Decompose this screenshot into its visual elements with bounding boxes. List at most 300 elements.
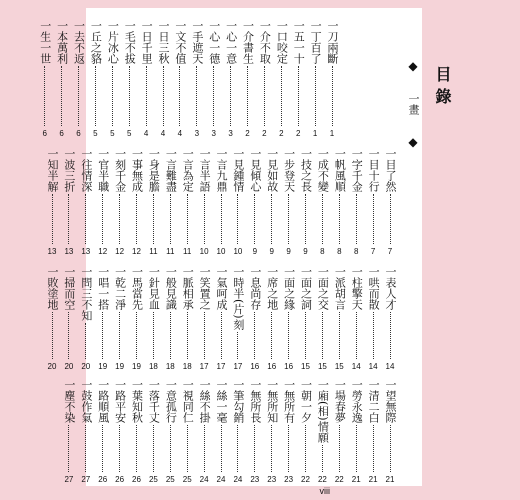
- toc-entry[interactable]: [147, 148, 159, 256]
- entry-text: 一落千丈: [147, 379, 161, 423]
- dot-leader: [237, 425, 238, 472]
- entry-page-number: 17: [233, 362, 243, 371]
- entry-text: 一見鍾情: [231, 148, 245, 192]
- entry-page-number: 3: [211, 129, 216, 138]
- entry-page-number: 4: [177, 129, 183, 138]
- dot-leader: [68, 312, 69, 359]
- entry-page-number: 22: [301, 475, 310, 484]
- toc-entry[interactable]: [164, 148, 176, 256]
- entry-page-number: 4: [160, 129, 166, 138]
- dot-leader: [61, 66, 62, 126]
- toc-entry[interactable]: [283, 266, 295, 371]
- dot-leader: [129, 66, 130, 126]
- entry-page-number: 2: [279, 129, 284, 138]
- entry-text: 一介書生: [241, 20, 255, 64]
- dot-leader: [339, 425, 340, 472]
- entry-text: 一問三不知: [79, 266, 93, 321]
- dot-leader: [179, 66, 180, 126]
- dot-leader: [204, 312, 205, 359]
- dot-leader: [170, 425, 171, 472]
- entry-text: 一目十行: [367, 148, 381, 192]
- toc-entry[interactable]: [80, 266, 92, 371]
- entry-page-number: 25: [148, 475, 158, 484]
- entry-text: 一知半解: [46, 148, 59, 192]
- entry-text: 一哄而散: [367, 266, 381, 310]
- entry-text: 一視同仁: [181, 379, 195, 423]
- toc-entry[interactable]: [316, 148, 328, 256]
- dot-leader: [112, 66, 113, 126]
- dot-leader: [230, 66, 231, 126]
- toc-entry[interactable]: [316, 266, 328, 371]
- entry-text: 一廂(相)情願: [316, 379, 330, 443]
- entry-page-number: 14: [368, 362, 378, 371]
- toc-entry[interactable]: [232, 266, 244, 371]
- entry-text: 一面之交: [316, 266, 330, 310]
- entry-text: 一絲不掛: [198, 379, 212, 423]
- entry-text: 一息尚存: [248, 266, 262, 310]
- dot-leader: [170, 312, 171, 359]
- entry-text: 一五一十: [292, 20, 306, 64]
- entry-page-number: 10: [233, 247, 243, 256]
- entry-page-number: 24: [216, 475, 226, 484]
- toc-entry[interactable]: [333, 379, 345, 484]
- entry-page-number: 3: [228, 129, 233, 138]
- entry-text: 一言九鼎: [215, 148, 228, 192]
- entry-page-number: 24: [233, 475, 243, 484]
- dot-leader: [163, 66, 164, 126]
- entry-page-number: 26: [132, 475, 141, 484]
- toc-entry[interactable]: [384, 148, 396, 256]
- toc-entry[interactable]: [56, 20, 68, 138]
- entry-page-number: 2: [245, 129, 250, 138]
- dot-leader: [305, 312, 306, 359]
- entry-text: 一表人才: [384, 266, 397, 310]
- toc-entry[interactable]: [384, 379, 396, 484]
- toc-entry[interactable]: [367, 266, 379, 371]
- entry-page-number: 11: [149, 247, 158, 256]
- toc-entry[interactable]: [123, 20, 135, 138]
- entry-text: 一見如故: [265, 148, 279, 192]
- entry-page-number: 5: [110, 129, 115, 138]
- entry-text: 一技之長: [299, 148, 313, 192]
- entry-page-number: 27: [64, 475, 74, 484]
- entry-text: 一面之緣: [282, 266, 296, 310]
- dot-leader: [356, 425, 357, 472]
- entry-page-number: 9: [252, 247, 258, 256]
- entry-page-number: 21: [385, 475, 395, 484]
- entry-text: 一手遮天: [190, 20, 204, 64]
- dot-leader: [390, 194, 391, 244]
- entry-page-number: 7: [370, 247, 376, 256]
- dot-leader: [373, 425, 374, 472]
- entry-text: 一望無際: [384, 379, 397, 423]
- toc-entry[interactable]: [333, 148, 345, 256]
- toc-entry[interactable]: [242, 20, 254, 138]
- entry-page-number: 9: [269, 247, 274, 256]
- entry-text: 一針見血: [147, 266, 161, 310]
- entry-text: 一勞永逸: [350, 379, 364, 423]
- entry-text: 一清二白: [367, 379, 381, 423]
- entry-page-number: 19: [132, 362, 141, 371]
- dot-leader: [221, 312, 222, 359]
- entry-text: 一見傾心: [248, 148, 262, 192]
- dot-leader: [221, 194, 222, 244]
- entry-page-number: 14: [385, 362, 395, 371]
- toc-entry[interactable]: [350, 148, 362, 256]
- toc-entry[interactable]: [147, 266, 159, 371]
- entry-text: 一官半職: [96, 148, 110, 192]
- toc-entry[interactable]: [215, 148, 227, 256]
- toc-entry[interactable]: [39, 20, 51, 138]
- entry-page-number: 4: [143, 129, 149, 138]
- entry-text: 一日千里: [140, 20, 154, 64]
- toc-entry[interactable]: [46, 266, 58, 371]
- dot-leader: [281, 66, 282, 126]
- entry-text: 一場春夢: [333, 379, 347, 423]
- toc-entry[interactable]: [131, 379, 143, 484]
- dot-leader: [339, 194, 340, 244]
- dot-leader: [196, 66, 197, 126]
- entry-text: 一唱一搭: [96, 266, 110, 310]
- entry-page-number: 12: [98, 247, 108, 256]
- toc-entry[interactable]: [208, 20, 220, 138]
- toc-entry[interactable]: [326, 20, 338, 138]
- toc-entry[interactable]: [198, 148, 210, 256]
- entry-text: 一去不返: [72, 20, 86, 64]
- entry-text: 一波三折: [62, 148, 76, 192]
- entry-page-number: 25: [182, 475, 192, 484]
- dot-leader: [332, 66, 333, 126]
- dot-leader: [187, 312, 188, 359]
- entry-page-number: 22: [317, 475, 327, 484]
- entry-text: 一介不取: [258, 20, 272, 64]
- toc-entry[interactable]: [300, 266, 312, 371]
- entry-page-number: 8: [320, 247, 325, 256]
- entry-page-number: 15: [301, 362, 310, 371]
- toc-entry[interactable]: [63, 266, 75, 371]
- dot-leader: [271, 312, 272, 359]
- toc-entry[interactable]: [63, 379, 75, 484]
- entry-page-number: 19: [115, 362, 125, 371]
- entry-page-number: 10: [199, 247, 209, 256]
- entry-text: 一本萬利: [55, 20, 69, 64]
- entry-page-number: 6: [76, 129, 81, 138]
- toc-entry[interactable]: [131, 148, 143, 256]
- dot-leader: [52, 312, 53, 359]
- entry-text: 一片冰心: [106, 20, 120, 64]
- entry-text: 一口咬定: [275, 20, 289, 64]
- entry-text: 一生一世: [38, 20, 52, 64]
- entry-page-number: 12: [115, 247, 125, 256]
- entry-text: 一毛不拔: [123, 20, 137, 64]
- entry-page-number: 10: [216, 247, 226, 256]
- toc-entry[interactable]: [249, 379, 261, 484]
- dot-leader: [213, 66, 214, 126]
- dot-leader: [136, 312, 137, 359]
- toc-entry[interactable]: [367, 379, 379, 484]
- entry-page-number: 13: [47, 247, 57, 256]
- entry-text: 一氣呵成: [215, 266, 228, 310]
- dot-leader: [271, 425, 272, 472]
- dot-leader: [390, 425, 391, 472]
- entry-text: 一文不值: [173, 20, 187, 64]
- entry-page-number: 18: [148, 362, 158, 371]
- entry-text: 一笑置之: [198, 266, 212, 310]
- toc-entry[interactable]: [316, 379, 328, 484]
- toc-entry[interactable]: [191, 20, 203, 138]
- toc-entry[interactable]: [258, 20, 270, 138]
- dot-leader: [339, 312, 340, 359]
- entry-text: 一帆風順: [333, 148, 347, 192]
- dot-leader: [322, 194, 323, 244]
- entry-text: 一絲一毫: [215, 379, 228, 423]
- entry-text: 一心一德: [207, 20, 221, 64]
- toc-entry[interactable]: [89, 20, 101, 138]
- toc-entry[interactable]: [300, 379, 312, 484]
- dot-leader: [322, 445, 323, 472]
- entry-page-number: 18: [165, 362, 175, 371]
- entry-text: 一朝一夕: [299, 379, 313, 423]
- toc-entry[interactable]: [114, 266, 126, 371]
- toc-entry[interactable]: [46, 148, 58, 256]
- entry-page-number: 9: [303, 247, 308, 256]
- dot-leader: [288, 194, 289, 244]
- entry-text: 一馬當先: [130, 266, 144, 310]
- entry-page-number: 15: [317, 362, 327, 371]
- dot-leader: [68, 425, 69, 472]
- toc-entry[interactable]: [283, 379, 295, 484]
- toc-entry[interactable]: [63, 148, 75, 256]
- toc-entry[interactable]: [114, 379, 126, 484]
- dot-leader: [44, 66, 45, 126]
- entry-page-number: 5: [93, 129, 98, 138]
- toc-entry[interactable]: [225, 20, 237, 138]
- entry-text: 一無所長: [248, 379, 262, 423]
- entry-page-number: 26: [115, 475, 125, 484]
- toc-entry[interactable]: [181, 148, 193, 256]
- toc-entry[interactable]: [232, 148, 244, 256]
- dot-leader: [254, 312, 255, 359]
- entry-page-number: 19: [98, 362, 108, 371]
- dot-leader: [298, 66, 299, 126]
- toc-entry[interactable]: [114, 148, 126, 256]
- entry-text: 一派胡言: [333, 266, 347, 310]
- entry-text: 一成不變: [316, 148, 330, 192]
- toc-page: [38, 8, 452, 496]
- toc-entry[interactable]: [367, 148, 379, 256]
- entry-text: 一意孤行: [164, 379, 178, 423]
- toc-entry[interactable]: [147, 379, 159, 484]
- dot-leader: [102, 425, 103, 472]
- entry-page-number: 21: [368, 475, 378, 484]
- toc-entry[interactable]: [333, 266, 345, 371]
- entry-page-number: 15: [334, 362, 344, 371]
- dot-leader: [204, 194, 205, 244]
- entry-page-number: 16: [250, 362, 260, 371]
- entry-page-number: 25: [165, 475, 175, 484]
- dot-leader: [373, 194, 374, 244]
- toc-entry[interactable]: [97, 148, 109, 256]
- dot-leader: [305, 194, 306, 244]
- toc-entry[interactable]: [181, 266, 193, 371]
- entry-text: 一脈相承: [181, 266, 195, 310]
- entry-page-number: 7: [387, 247, 393, 256]
- toc-entry[interactable]: [266, 266, 278, 371]
- entry-page-number: 16: [267, 362, 277, 371]
- toc-entry[interactable]: [198, 266, 210, 371]
- entry-text: 一言半語: [198, 148, 212, 192]
- entry-page-number: 1: [329, 129, 335, 138]
- dot-leader: [264, 66, 265, 126]
- toc-entry[interactable]: [140, 20, 152, 138]
- dot-leader: [221, 425, 222, 472]
- toc-entry[interactable]: [292, 20, 304, 138]
- toc-entry[interactable]: [174, 20, 186, 138]
- dot-leader: [136, 425, 137, 472]
- entry-text: 一筆勾銷: [231, 379, 245, 423]
- entry-text: 一鼓作氣: [79, 379, 93, 423]
- entry-page-number: 13: [81, 247, 91, 256]
- entry-text: 一丘之貉: [89, 20, 103, 64]
- entry-page-number: 23: [284, 475, 294, 484]
- section-label: 一畫: [407, 93, 420, 115]
- dot-leader: [356, 312, 357, 359]
- dot-leader: [52, 194, 53, 244]
- toc-entry[interactable]: [266, 379, 278, 484]
- dot-leader: [237, 332, 238, 359]
- dot-leader: [247, 66, 248, 126]
- entry-page-number: 17: [216, 362, 226, 371]
- entry-text: 一日三秋: [157, 20, 170, 64]
- toc-entry[interactable]: [350, 379, 362, 484]
- toc-entry[interactable]: [157, 20, 169, 138]
- entry-text: 一身是膽: [147, 148, 161, 192]
- entry-page-number: 17: [199, 362, 209, 371]
- dot-leader: [305, 425, 306, 472]
- dot-leader: [85, 323, 86, 359]
- dot-leader: [136, 194, 137, 244]
- dot-leader: [146, 66, 147, 126]
- entry-page-number: 8: [337, 247, 342, 256]
- toc-entry[interactable]: [215, 266, 227, 371]
- entry-page-number: 23: [250, 475, 260, 484]
- entry-text: 一席之地: [265, 266, 279, 310]
- entry-page-number: 16: [284, 362, 294, 371]
- entry-page-number: 12: [132, 247, 141, 256]
- dot-leader: [356, 194, 357, 244]
- dot-leader: [237, 194, 238, 244]
- dot-leader: [119, 194, 120, 244]
- dot-leader: [315, 66, 316, 126]
- dot-leader: [119, 312, 120, 359]
- toc-entry[interactable]: [300, 148, 312, 256]
- dot-leader: [373, 312, 374, 359]
- dot-leader: [271, 194, 272, 244]
- toc-entry[interactable]: [97, 379, 109, 484]
- toc-entry[interactable]: [249, 148, 261, 256]
- toc-entry[interactable]: [73, 20, 85, 138]
- toc-entry[interactable]: [97, 266, 109, 371]
- entry-text: 一面之詞: [299, 266, 313, 310]
- entry-text: 一言難盡: [164, 148, 178, 192]
- entry-text: 一乾二淨: [113, 266, 127, 310]
- entry-page-number: 24: [199, 475, 209, 484]
- toc-entry[interactable]: [249, 266, 261, 371]
- toc-entry[interactable]: [350, 266, 362, 371]
- entry-page-number: 23: [267, 475, 277, 484]
- dot-leader: [153, 312, 154, 359]
- toc-entry[interactable]: [164, 266, 176, 371]
- entry-text: 一柱擎天: [350, 266, 364, 310]
- entry-text: 一無所知: [265, 379, 279, 423]
- entry-text: 一掃而空: [62, 266, 76, 310]
- diamond-icon: ◆: [408, 135, 418, 149]
- toc-entry[interactable]: [266, 148, 278, 256]
- toc-entry[interactable]: [384, 266, 396, 371]
- dot-leader: [95, 66, 96, 126]
- toc-band-1: [38, 20, 396, 138]
- entry-text: 一步登天: [282, 148, 296, 192]
- dot-leader: [187, 425, 188, 472]
- toc-title: 目錄: [433, 66, 452, 110]
- entry-page-number: 27: [81, 475, 91, 484]
- entry-text: 一般見識: [164, 266, 178, 310]
- entry-text: 一言為定: [181, 148, 195, 192]
- dot-leader: [288, 425, 289, 472]
- toc-entry[interactable]: [80, 148, 92, 256]
- dot-leader: [204, 425, 205, 472]
- entry-page-number: 14: [351, 362, 361, 371]
- entry-page-number: 11: [183, 247, 192, 256]
- entry-text: 一時半(片)刻: [231, 266, 245, 330]
- toc-entry[interactable]: [80, 379, 92, 484]
- toc-entry[interactable]: [131, 266, 143, 371]
- dot-leader: [170, 194, 171, 244]
- entry-text: 一目了然: [384, 148, 397, 192]
- toc-entry[interactable]: [198, 379, 210, 484]
- toc-entry[interactable]: [309, 20, 321, 138]
- toc-entry[interactable]: [232, 379, 244, 484]
- entry-page-number: 20: [81, 362, 91, 371]
- toc-entry[interactable]: [215, 379, 227, 484]
- entry-page-number: 26: [98, 475, 108, 484]
- entry-page-number: 20: [47, 362, 57, 371]
- entry-text: 一無所有: [282, 379, 296, 423]
- toc-entry[interactable]: [106, 20, 118, 138]
- entry-text: 一路平安: [113, 379, 127, 423]
- entry-page-number: 2: [262, 129, 267, 138]
- dot-leader: [322, 312, 323, 359]
- toc-entry[interactable]: [275, 20, 287, 138]
- toc-entry[interactable]: [164, 379, 176, 484]
- dot-leader: [187, 194, 188, 244]
- entry-page-number: 6: [42, 129, 47, 138]
- dot-leader: [153, 194, 154, 244]
- entry-page-number: 5: [126, 129, 132, 138]
- entry-text: 一路順風: [96, 379, 110, 423]
- entry-text: 一心一意: [224, 20, 238, 64]
- dot-leader: [254, 425, 255, 472]
- entry-page-number: 13: [64, 247, 74, 256]
- entry-text: 一字千金: [350, 148, 364, 192]
- toc-entry[interactable]: [181, 379, 193, 484]
- page-number: viii: [319, 486, 330, 496]
- section-header-one-stroke: [405, 60, 421, 148]
- toc-band-4: [62, 379, 397, 484]
- entry-text: 一丁百了: [309, 20, 323, 64]
- dot-leader: [85, 194, 86, 244]
- toc-entry[interactable]: [283, 148, 295, 256]
